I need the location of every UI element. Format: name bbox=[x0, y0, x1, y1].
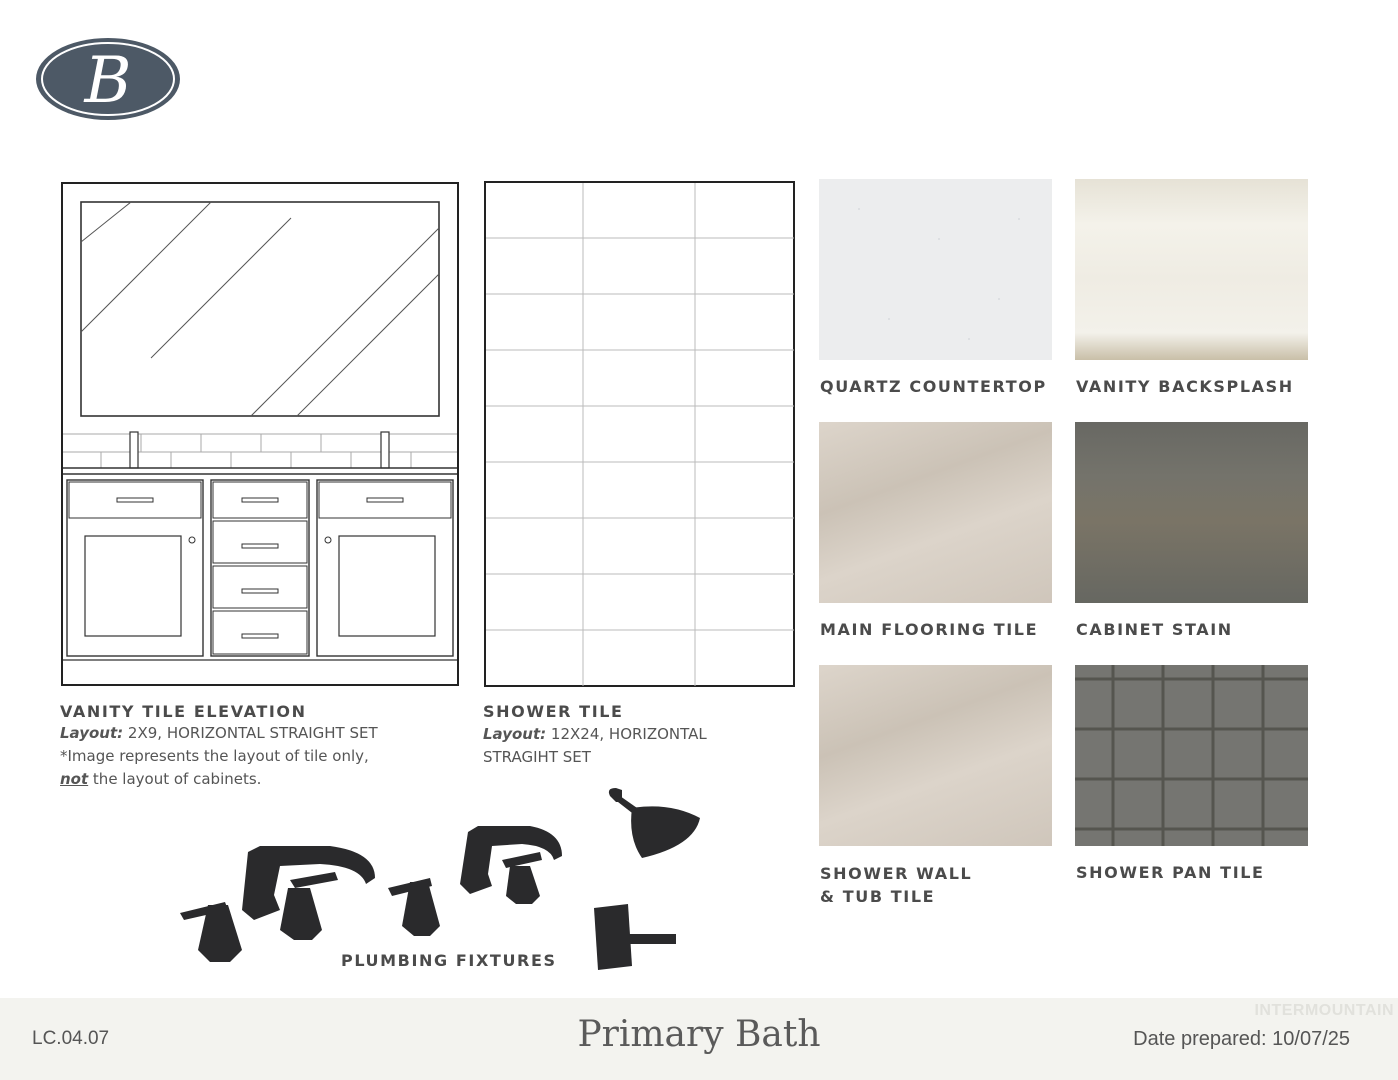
shower-layout-value2: STRAGIHT SET bbox=[483, 748, 591, 766]
shower-wall-tub-tile-swatch bbox=[819, 665, 1052, 846]
page-code: LC.04.07 bbox=[32, 1028, 110, 1049]
shower-wall-label-line2: & TUB TILE bbox=[820, 887, 936, 906]
vanity-layout-label: Layout: bbox=[60, 724, 124, 742]
vanity-backsplash-label: VANITY BACKSPLASH bbox=[1076, 377, 1294, 396]
date-prepared: Date prepared: 10/07/25 bbox=[1133, 1028, 1350, 1050]
shower-tile-drawing bbox=[484, 181, 796, 688]
shower-tile-title: SHOWER TILE bbox=[483, 702, 624, 721]
shower-layout-value: 12X24, HORIZONTAL bbox=[546, 725, 707, 743]
shower-layout-note bbox=[483, 723, 783, 769]
main-flooring-tile-label: MAIN FLOORING TILE bbox=[820, 620, 1039, 639]
logo-letter: B bbox=[84, 44, 132, 118]
company-logo bbox=[34, 36, 182, 122]
main-flooring-tile-swatch bbox=[819, 422, 1052, 603]
cabinet-stain-label: CABINET STAIN bbox=[1076, 620, 1233, 639]
quartz-countertop-label: QUARTZ COUNTERTOP bbox=[820, 377, 1047, 396]
shower-wall-label-line1: SHOWER WALL bbox=[820, 864, 973, 883]
page-title: Primary Bath bbox=[577, 1014, 821, 1055]
quartz-countertop-swatch bbox=[819, 179, 1052, 360]
vanity-note-rest: the layout of cabinets. bbox=[88, 770, 262, 788]
shower-wall-tub-tile-label bbox=[820, 862, 972, 908]
vanity-backsplash-swatch bbox=[1075, 179, 1308, 360]
shower-pan-tile-swatch bbox=[1075, 665, 1308, 846]
plumbing-fixtures-image bbox=[170, 780, 710, 980]
vanity-tile-elevation-title: VANITY TILE ELEVATION bbox=[60, 702, 307, 721]
watermark: INTERMOUNTAIN bbox=[1254, 1002, 1394, 1019]
vanity-elevation-drawing bbox=[61, 182, 459, 687]
plumbing-fixtures-label: PLUMBING FIXTURES bbox=[341, 951, 557, 970]
shower-pan-tile-label: SHOWER PAN TILE bbox=[1076, 863, 1265, 882]
vanity-note-line1: *Image represents the layout of tile only, bbox=[60, 747, 369, 765]
cabinet-stain-swatch bbox=[1075, 422, 1308, 603]
vanity-note-emphasis: not bbox=[60, 770, 89, 788]
vanity-layout-value: 2X9, HORIZONTAL STRAIGHT SET bbox=[123, 724, 378, 742]
shower-layout-label: Layout: bbox=[483, 725, 547, 743]
